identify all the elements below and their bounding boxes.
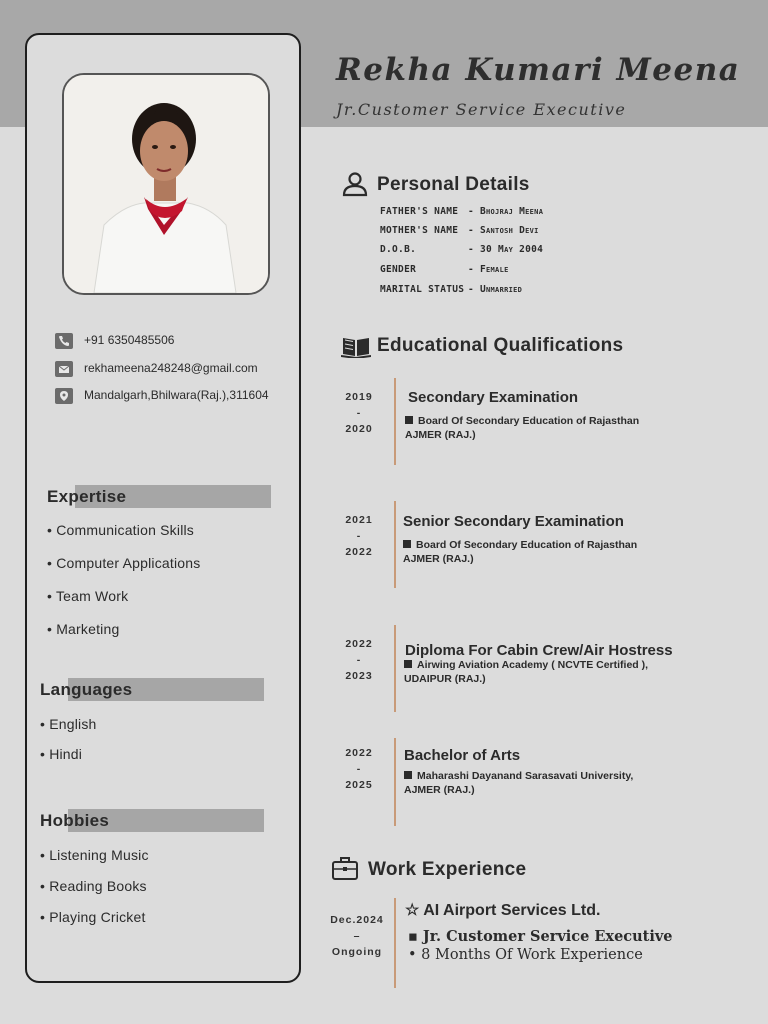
edu-detail: Maharashi Dayanand Sarasavati University, AJMER (RAJ.) [404, 770, 634, 796]
work-role: ▪ Jr. Customer Service Executive [408, 928, 673, 945]
work-company: ☆ AI Airport Services Ltd. [405, 902, 601, 919]
expertise-item: • Communication Skills [47, 522, 195, 538]
edu-title: Senior Secondary Examination [403, 513, 624, 530]
edu-detail: Board Of Secondary Education of Rajasthan AJMER (RAJ.) [403, 539, 638, 565]
personal-row: MOTHER'S NAME - Santosh Devi [380, 225, 539, 236]
edu-detail: Airwing Aviation Academy ( NCVTE Certified ), UDAIPUR (RAJ.) [404, 659, 649, 685]
book-icon [341, 334, 371, 362]
address-text: Mandalgarh,Bhilwara(Raj.),311604 [84, 388, 269, 403]
email-text: rekhameena248248@gmail.com [84, 361, 258, 376]
hobby-item: • Reading Books [40, 878, 147, 894]
expertise-item: • Team Work [47, 588, 129, 604]
hobby-item: • Listening Music [40, 847, 149, 863]
job-title: Jr.Customer Service Executive [336, 100, 627, 119]
edu-year-range: 2019 - 2020 [345, 391, 373, 435]
person-name: Rekha Kumari Meena [336, 52, 741, 88]
personal-row: MARITAL STATUS - Unmarried [380, 284, 523, 295]
mail-icon [55, 361, 73, 377]
education-heading: Educational Qualifications [377, 335, 624, 356]
edu-title: Secondary Examination [408, 389, 579, 406]
timeline-line [394, 501, 396, 588]
edu-detail: Board Of Secondary Education of Rajasthan AJMER (RAJ.) [405, 415, 640, 441]
personal-row: FATHER'S NAME - Bhojraj Meena [380, 206, 544, 217]
work-heading: Work Experience [368, 859, 527, 880]
timeline-line [394, 378, 396, 465]
expertise-heading: Expertise [47, 485, 271, 508]
edu-year-range: 2022 - 2025 [345, 747, 373, 791]
timeline-line [394, 625, 396, 712]
edu-title: Diploma For Cabin Crew/Air Hostress [405, 642, 673, 659]
briefcase-icon [331, 855, 359, 885]
contact-email [55, 361, 258, 377]
personal-row: GENDER - Female [380, 264, 509, 275]
languages-heading: Languages [40, 678, 264, 701]
timeline-line [394, 898, 396, 988]
language-item: • English [40, 716, 97, 732]
personal-details-heading: Personal Details [377, 174, 530, 195]
phone-text: +91 6350485506 [84, 333, 175, 348]
work-date-range: Dec.2024 – Ongoing [330, 914, 384, 958]
work-duration: • 8 Months Of Work Experience [408, 947, 643, 963]
contact-phone [55, 333, 174, 349]
profile-photo [62, 73, 270, 295]
timeline-line [394, 738, 396, 826]
personal-row: D.O.B. - 30 May 2004 [380, 244, 544, 255]
hobbies-heading: Hobbies [40, 809, 264, 832]
person-icon [342, 171, 368, 201]
phone-icon [55, 333, 73, 349]
expertise-item: • Marketing [47, 621, 120, 637]
edu-year-range: 2021 - 2022 [345, 514, 373, 558]
language-item: • Hindi [40, 746, 83, 762]
edu-title: Bachelor of Arts [404, 747, 521, 764]
expertise-item: • Computer Applications [47, 555, 201, 571]
edu-year-range: 2022 - 2023 [345, 638, 373, 682]
location-pin-icon [55, 388, 73, 404]
hobby-item: • Playing Cricket [40, 909, 146, 925]
contact-address [55, 388, 269, 404]
